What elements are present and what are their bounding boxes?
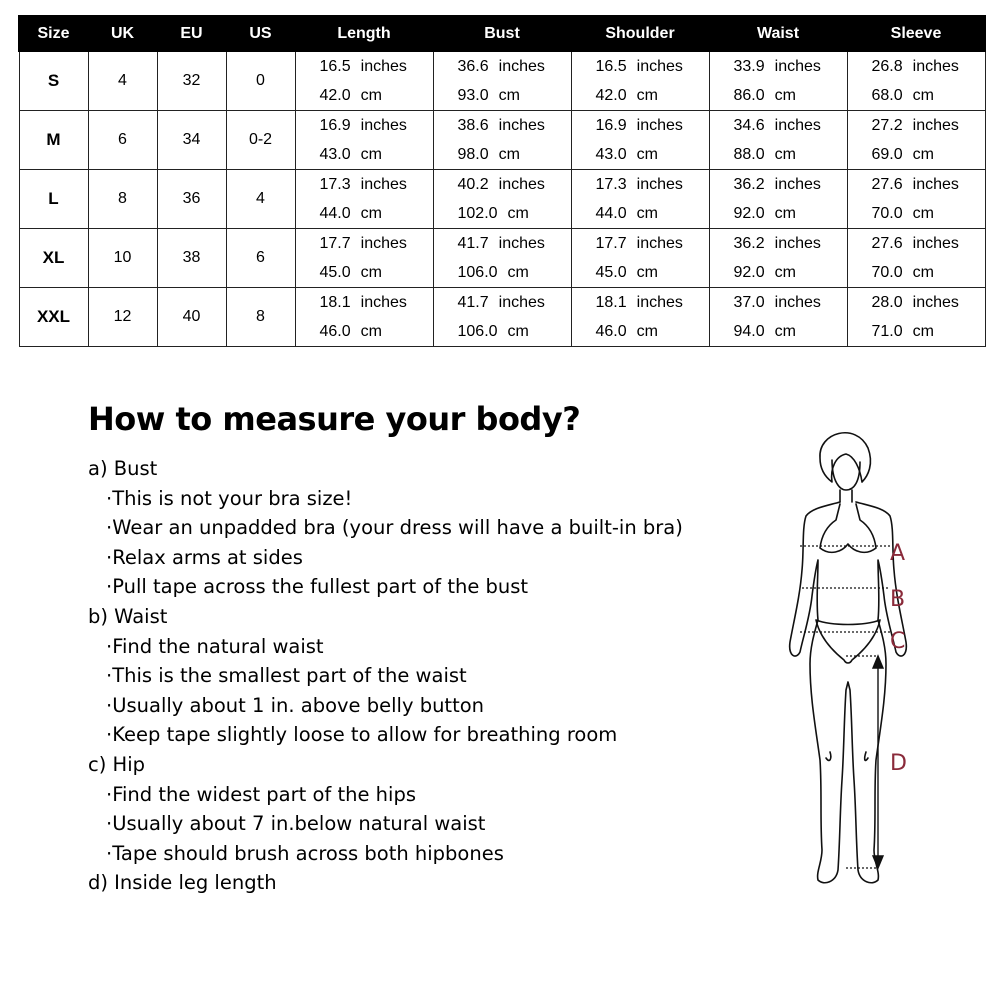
cell-length — [295, 51, 433, 111]
inches-line — [872, 52, 985, 81]
measure-value: 106.0 — [457, 264, 498, 281]
measure-unit: cm — [360, 323, 382, 340]
measure-unit: cm — [912, 323, 934, 340]
cell-length — [295, 229, 433, 288]
cm-line — [458, 258, 571, 287]
measure-unit: cm — [774, 146, 796, 163]
guide-bullet: ·Relax arms at sides — [106, 545, 303, 569]
inches-line — [596, 288, 709, 317]
figure-knees — [826, 752, 868, 760]
measure-unit: inches — [912, 117, 959, 134]
guide-bullet: ·Wear an unpadded bra (your dress will have a built-in bra) — [106, 516, 683, 540]
cm-line — [320, 140, 433, 169]
cm-line — [320, 258, 433, 287]
guide-bullet: ·Usually about 7 in.below natural waist — [106, 812, 486, 836]
measure-value: 68.0 — [871, 87, 903, 104]
cell-bust — [433, 229, 571, 288]
measure-unit: cm — [360, 264, 382, 281]
guide-section-title: a) Bust — [88, 457, 158, 480]
inches-line — [734, 229, 847, 258]
size-chart-header-row — [19, 16, 985, 51]
measure-value: 27.6 — [871, 235, 903, 252]
cell-waist — [709, 111, 847, 170]
measure-unit: cm — [912, 146, 934, 163]
guide-bullet: ·Keep tape slightly loose to allow for breathing room — [106, 723, 618, 747]
measure-value: 40.2 — [457, 176, 489, 193]
measure-value: 44.0 — [319, 205, 351, 222]
measure-unit: inches — [360, 235, 407, 252]
inches-line — [458, 170, 571, 199]
cell-bust — [433, 288, 571, 347]
cell-shoulder — [571, 229, 709, 288]
measure-unit: inches — [360, 58, 407, 75]
cell-size: L — [19, 170, 88, 229]
measure-unit: cm — [912, 205, 934, 222]
measure-value: 26.8 — [871, 58, 903, 75]
cm-line — [734, 258, 847, 287]
cell-uk: 8 — [88, 170, 157, 229]
measure-value: 92.0 — [733, 264, 765, 281]
cm-line — [320, 317, 433, 346]
measure-value: 46.0 — [595, 323, 627, 340]
header-shoulder: Shoulder — [571, 16, 709, 51]
inches-line — [872, 229, 985, 258]
cell-eu: 32 — [157, 51, 226, 111]
inches-line — [458, 229, 571, 258]
cell-bust — [433, 111, 571, 170]
header-eu: EU — [157, 16, 226, 51]
measure-value: 41.7 — [457, 294, 489, 311]
size-chart-body — [19, 51, 985, 347]
measure-value: 43.0 — [319, 146, 351, 163]
measure-value: 27.2 — [871, 117, 903, 134]
table-row — [19, 111, 985, 170]
figure-torso-outline — [790, 502, 907, 883]
measure-unit: inches — [774, 235, 821, 252]
measure-unit: inches — [636, 294, 683, 311]
cm-line — [596, 317, 709, 346]
measure-unit: inches — [636, 117, 683, 134]
cell-uk: 6 — [88, 111, 157, 170]
measure-value: 94.0 — [733, 323, 765, 340]
cell-shoulder — [571, 288, 709, 347]
measure-value: 70.0 — [871, 264, 903, 281]
inches-line — [734, 52, 847, 81]
inches-line — [596, 229, 709, 258]
cell-uk: 12 — [88, 288, 157, 347]
inches-line — [734, 111, 847, 140]
inches-line — [458, 288, 571, 317]
inches-line — [596, 170, 709, 199]
measure-value: 44.0 — [595, 205, 627, 222]
cm-line — [872, 258, 985, 287]
measure-unit: inches — [774, 176, 821, 193]
cm-line — [596, 258, 709, 287]
cell-us: 8 — [226, 288, 295, 347]
cm-line — [872, 199, 985, 228]
measure-unit: inches — [774, 58, 821, 75]
measure-value: 16.5 — [319, 58, 351, 75]
guide-bullet: ·This is the smallest part of the waist — [106, 664, 467, 688]
cell-sleeve — [847, 170, 985, 229]
figure-bra — [820, 504, 876, 552]
cell-waist — [709, 229, 847, 288]
measure-value: 88.0 — [733, 146, 765, 163]
cm-line — [872, 140, 985, 169]
cm-line — [734, 199, 847, 228]
cell-us: 6 — [226, 229, 295, 288]
measure-value: 41.7 — [457, 235, 489, 252]
measure-value: 71.0 — [871, 323, 903, 340]
header-us: US — [226, 16, 295, 51]
measurement-guide — [88, 454, 728, 898]
measure-value: 42.0 — [595, 87, 627, 104]
measure-unit: inches — [912, 176, 959, 193]
cell-shoulder — [571, 170, 709, 229]
cm-line — [596, 140, 709, 169]
cm-line — [872, 81, 985, 110]
measure-unit: inches — [774, 117, 821, 134]
measure-unit: cm — [636, 87, 658, 104]
label-a: A — [890, 541, 906, 566]
measure-unit: cm — [360, 146, 382, 163]
inches-line — [596, 52, 709, 81]
measure-value: 46.0 — [319, 323, 351, 340]
cm-line — [596, 81, 709, 110]
inches-line — [320, 288, 433, 317]
measure-value: 17.3 — [595, 176, 627, 193]
cell-shoulder — [571, 51, 709, 111]
measure-unit: cm — [360, 87, 382, 104]
guide-section-title: b) Waist — [88, 604, 168, 628]
cm-line — [734, 81, 847, 110]
measure-unit: cm — [507, 323, 529, 340]
cm-line — [458, 317, 571, 346]
cm-line — [596, 199, 709, 228]
measure-unit: inches — [912, 294, 959, 311]
cm-line — [872, 317, 985, 346]
table-row — [19, 51, 985, 111]
measure-unit: cm — [912, 264, 934, 281]
cell-eu: 40 — [157, 288, 226, 347]
measure-unit: inches — [498, 58, 545, 75]
measure-value: 36.6 — [457, 58, 489, 75]
inches-line — [458, 111, 571, 140]
measure-value: 17.3 — [319, 176, 351, 193]
cm-line — [734, 140, 847, 169]
measure-value: 17.7 — [595, 235, 627, 252]
measure-value: 98.0 — [457, 146, 489, 163]
cm-line — [458, 81, 571, 110]
cell-waist — [709, 51, 847, 111]
measure-value: 37.0 — [733, 294, 765, 311]
guide-section-title: c) Hip — [88, 752, 145, 776]
measure-value: 27.6 — [871, 176, 903, 193]
guide-bullet: ·This is not your bra size! — [106, 486, 353, 510]
table-row — [19, 170, 985, 229]
measure-unit: cm — [636, 146, 658, 163]
cell-us: 0 — [226, 51, 295, 111]
cell-size: XL — [19, 229, 88, 288]
measure-value: 16.9 — [319, 117, 351, 134]
measure-unit: inches — [360, 117, 407, 134]
measure-unit: cm — [498, 146, 520, 163]
measure-value: 18.1 — [595, 294, 627, 311]
measure-unit: cm — [636, 205, 658, 222]
cell-size: S — [19, 51, 88, 111]
inches-line — [320, 52, 433, 81]
measure-value: 45.0 — [595, 264, 627, 281]
measure-unit: inches — [498, 117, 545, 134]
measure-unit: inches — [636, 176, 683, 193]
cm-line — [458, 140, 571, 169]
measure-unit: cm — [636, 323, 658, 340]
header-length: Length — [295, 16, 433, 51]
cell-length — [295, 111, 433, 170]
inches-line — [734, 170, 847, 199]
guide-bullet: ·Find the natural waist — [106, 634, 324, 658]
cell-eu: 38 — [157, 229, 226, 288]
cell-bust — [433, 170, 571, 229]
measure-value: 28.0 — [871, 294, 903, 311]
guide-section-title: d) Inside leg length — [88, 871, 277, 895]
inches-line — [872, 170, 985, 199]
measure-value: 16.9 — [595, 117, 627, 134]
cell-waist — [709, 170, 847, 229]
measure-unit: inches — [498, 176, 545, 193]
label-d: D — [890, 751, 907, 776]
cm-line — [320, 199, 433, 228]
size-chart-table — [18, 15, 986, 347]
inches-line — [872, 111, 985, 140]
measure-value: 86.0 — [733, 87, 765, 104]
measure-value: 38.6 — [457, 117, 489, 134]
cell-sleeve — [847, 229, 985, 288]
cm-line — [320, 81, 433, 110]
cell-sleeve — [847, 288, 985, 347]
figure-neck — [840, 490, 852, 502]
measure-value: 69.0 — [871, 146, 903, 163]
cell-waist — [709, 288, 847, 347]
measure-value: 93.0 — [457, 87, 489, 104]
measure-value: 36.2 — [733, 176, 765, 193]
header-sleeve: Sleeve — [847, 16, 985, 51]
measure-value: 45.0 — [319, 264, 351, 281]
measure-unit: cm — [507, 264, 529, 281]
inches-line — [320, 170, 433, 199]
measure-value: 43.0 — [595, 146, 627, 163]
measure-value: 106.0 — [457, 323, 498, 340]
cell-us: 0-2 — [226, 111, 295, 170]
guide-title: How to measure your body? — [88, 400, 581, 438]
measure-value: 16.5 — [595, 58, 627, 75]
cm-line — [734, 317, 847, 346]
inches-line — [320, 111, 433, 140]
inches-line — [320, 229, 433, 258]
measure-unit: inches — [636, 58, 683, 75]
measure-value: 33.9 — [733, 58, 765, 75]
cell-uk: 10 — [88, 229, 157, 288]
measure-unit: cm — [774, 264, 796, 281]
measure-value: 17.7 — [319, 235, 351, 252]
header-bust: Bust — [433, 16, 571, 51]
cell-shoulder — [571, 111, 709, 170]
cell-sleeve — [847, 111, 985, 170]
cell-eu: 34 — [157, 111, 226, 170]
measure-unit: cm — [507, 205, 529, 222]
cell-size: XXL — [19, 288, 88, 347]
measure-unit: inches — [498, 294, 545, 311]
measure-unit: inches — [360, 294, 407, 311]
measure-unit: cm — [498, 87, 520, 104]
table-row — [19, 229, 985, 288]
header-waist: Waist — [709, 16, 847, 51]
guide-bullet: ·Usually about 1 in. above belly button — [106, 693, 485, 717]
label-c: C — [890, 629, 906, 654]
measure-unit: cm — [774, 205, 796, 222]
measure-value: 36.2 — [733, 235, 765, 252]
measure-unit: inches — [636, 235, 683, 252]
inches-line — [458, 52, 571, 81]
figure-hair — [820, 433, 871, 482]
measure-unit: inches — [912, 235, 959, 252]
measure-value: 92.0 — [733, 205, 765, 222]
inches-line — [734, 288, 847, 317]
cell-uk: 4 — [88, 51, 157, 111]
cell-sleeve — [847, 51, 985, 111]
measure-unit: cm — [774, 87, 796, 104]
arrow-head-down — [873, 856, 883, 868]
body-measurement-figure — [760, 420, 980, 900]
measure-value: 34.6 — [733, 117, 765, 134]
cell-bust — [433, 51, 571, 111]
figure-face — [832, 460, 860, 490]
cell-size: M — [19, 111, 88, 170]
measure-value: 18.1 — [319, 294, 351, 311]
measure-unit: cm — [360, 205, 382, 222]
cell-eu: 36 — [157, 170, 226, 229]
arrow-head-up — [873, 656, 883, 668]
measure-unit: cm — [912, 87, 934, 104]
inches-line — [872, 288, 985, 317]
cell-length — [295, 170, 433, 229]
cell-us: 4 — [226, 170, 295, 229]
cell-length — [295, 288, 433, 347]
inches-line — [596, 111, 709, 140]
measure-unit: inches — [498, 235, 545, 252]
measure-value: 42.0 — [319, 87, 351, 104]
guide-bullet: ·Pull tape across the fullest part of the bust — [106, 575, 529, 599]
measure-unit: inches — [912, 58, 959, 75]
measure-value: 102.0 — [457, 205, 498, 222]
header-uk: UK — [88, 16, 157, 51]
label-b: B — [890, 587, 906, 612]
header-size: Size — [19, 16, 88, 51]
guide-bullet: ·Find the widest part of the hips — [106, 782, 416, 806]
measure-unit: inches — [774, 294, 821, 311]
measure-value: 70.0 — [871, 205, 903, 222]
measure-unit: cm — [636, 264, 658, 281]
measure-unit: inches — [360, 176, 407, 193]
cm-line — [458, 199, 571, 228]
table-row — [19, 288, 985, 347]
guide-bullet: ·Tape should brush across both hipbones — [106, 841, 504, 865]
measure-unit: cm — [774, 323, 796, 340]
